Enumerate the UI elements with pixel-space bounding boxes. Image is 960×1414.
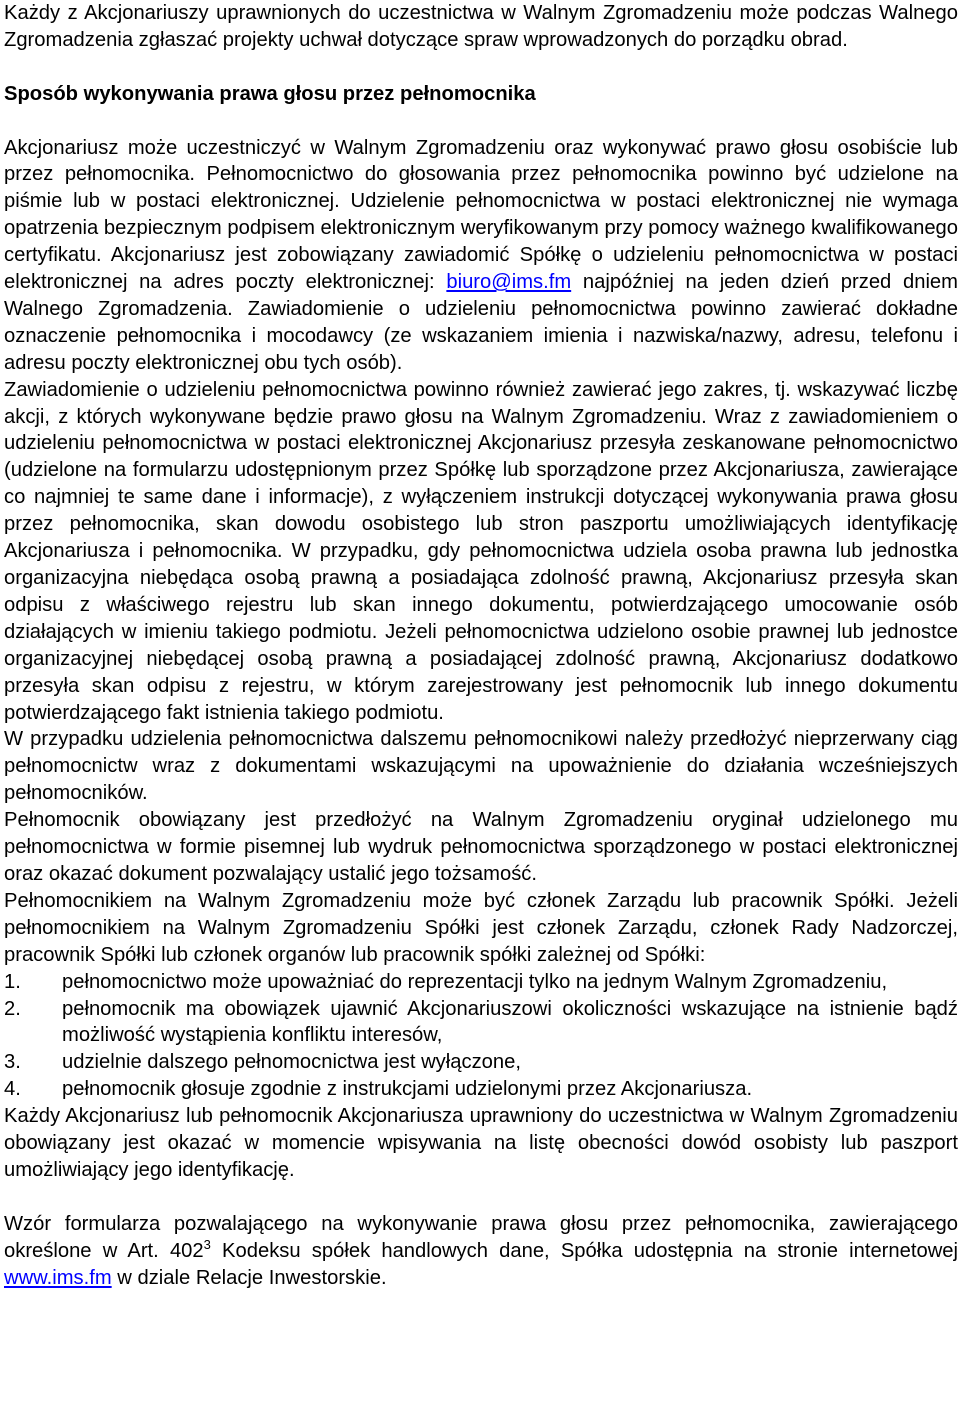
list-text: pełnomocnictwo może upoważniać do reprezentacji tylko na jednym Walnym Zgromadzeniu,	[62, 970, 888, 993]
form-availability-paragraph	[4, 1211, 958, 1292]
paragraph-spacer	[4, 1184, 958, 1211]
list-number: 3.	[4, 1051, 21, 1074]
identification-paragraph: Każdy Akcjonariusz lub pełnomocnik Akcjonariusza uprawniony do uczestnictwa w Walnym Zgromadzeniu obowiązany jest okazać w momencie wpisywania na listę obecności dowód osobisty lub paszport umożliwiający jego identyfikację.	[4, 1105, 958, 1181]
intro-paragraph: Każdy z Akcjonariuszy uprawnionych do uczestnictwa w Walnym Zgromadzeniu może podczas Walnego Zgromadzenia zgłaszać projekty uchwał dotyczące spraw wprowadzonych do porządku obrad.	[4, 2, 958, 51]
list-item	[4, 996, 958, 1050]
further-proxy-paragraph: W przypadku udzielenia pełnomocnictwa dalszemu pełnomocnikowi należy przedłożyć nieprzerwany ciąg pełnomocnictw wraz z dokumentami wskazującymi na upoważnienie do działania wcześniejszych pełnomocników.	[4, 728, 958, 805]
proxy-scope-paragraph: Zawiadomienie o udzieleniu pełnomocnictwa powinno również zawierać jego zakres, tj. wskazywać liczbę akcji, z których wykonywane będzie prawo głosu na Walnym Zgromadzeniu. Wraz z zawiadomieniem o udzieleniu pełnomocnictwa w postaci elektronicznej Akcjonariusz przesyła zeskanowane pełnomocnictwo (udzielone na formularzu udostępnionym przez Spółkę lub sporządzone przez Akcjonariusza, zawierające co najmniej te same dane i informacje), z wyłączeniem instrukcji dotyczącej wykonywania prawa głosu przez pełnomocnika, skan dowodu osobistego lub stron paszportu umożliwiających identyfikację Akcjonariusza i pełnomocnika. W przypadku, gdy pełnomocnictwa udziela osoba prawna lub jednostka organizacyjna niebędąca osobą prawną a posiadająca zdolność prawną, Akcjonariusz przesyła skan odpisu z właściwego rejestru lub skan innego dokumentu, potwierdzającego umocowanie osób działających w imieniu takiego podmiotu. Jeżeli pełnomocnictwa udzielono osobie prawnej lub jednostce organizacyjnej niebędącej osobą prawną a posiadającej zdolność prawną, Akcjonariusz dodatkowo przesyła skan odpisu z rejestru, w którym zarejestrowany jest pełnomocnik lub innego dokumentu potwierdzającego fakt istnienia takiego podmiotu.	[4, 378, 958, 724]
list-item	[4, 1076, 958, 1103]
board-member-proxy-paragraph: Pełnomocnikiem na Walnym Zgromadzeniu może być członek Zarządu lub pracownik Spółki. Jeżeli pełnomocnikiem na Walnym Zgromadzeniu Spółki jest członek Zarządu, członek Rady Nadzorczej, pracownik Spółki lub członek organów lub pracownik spółki zależnej od Spółki:	[4, 889, 958, 966]
website-link[interactable]: www.ims.fm	[4, 1266, 112, 1289]
paragraph-text: w dziale Relacje Inwestorskie.	[111, 1266, 387, 1289]
paragraph-text: Wzór formularza pozwalającego na wykonywanie prawa głosu przez pełnomocnika, zawierającego określone w Art. 402	[4, 1212, 958, 1262]
paragraph-text: najpóźniej na jeden dzień przed dniem Walnego Zgromadzenia. Zawiadomienie o udzieleniu pełnomocnictwa powinno zawierać dokładne oznaczenie pełnomocnika i mocodawcy (ze wskazaniem imienia i nazwiska/nazwy, adresu, telefonu i adresu poczty elektronicznej obu tych osób).	[4, 271, 958, 374]
list-text: udzielnie dalszego pełnomocnictwa jest wyłączone,	[62, 1051, 521, 1074]
original-document-paragraph: Pełnomocnik obowiązany jest przedłożyć na Walnym Zgromadzeniu oryginał udzielonego mu pełnomocnictwa w formie pisemnej lub wydruk pełnomocnictwa sporządzonego w postaci elektronicznej oraz okazać dokument pozwalający ustalić jego tożsamość.	[4, 809, 958, 885]
paragraph-text: Akcjonariusz może uczestniczyć w Walnym Zgromadzeniu oraz wykonywać prawo głosu osobiście lub przez pełnomocnika. Pełnomocnictwo do głosowania przez pełnomocnika powinno być udzielone na piśmie lub w postaci elektronicznej. Udzielenie pełnomocnictwa w postaci elektronicznej nie wymaga opatrzenia bezpiecznym podpisem elektronicznym weryfikowanym przy pomocy ważnego kwalifikowanego certyfikatu. Akcjonariusz jest zobowiązany zawiadomić Spółkę o udzieleniu pełnomocnictwa w postaci elektronicznej na adres poczty elektronicznej:	[4, 136, 958, 294]
email-link[interactable]: biuro@ims.fm	[446, 271, 572, 294]
proxy-notification-paragraph	[4, 135, 958, 377]
superscript: 3	[203, 1236, 211, 1252]
document-page	[4, 0, 958, 1291]
section-heading: Sposób wykonywania prawa głosu przez pełnomocnika	[4, 82, 536, 105]
list-text: pełnomocnik ma obowiązek ujawnić Akcjonariuszowi okoliczności wskazujące na istnienie bądź możliwość wystąpienia konfliktu interesów,	[62, 997, 958, 1047]
list-item	[4, 1049, 958, 1076]
conditions-list	[4, 969, 958, 1104]
list-text: pełnomocnik głosuje zgodnie z instrukcjami udzielonymi przez Akcjonariusza.	[62, 1078, 753, 1101]
list-number: 1.	[4, 970, 21, 993]
paragraph-text: Kodeksu spółek handlowych dane, Spółka udostępnia na stronie internetowej	[210, 1239, 958, 1262]
list-number: 2.	[4, 997, 21, 1020]
list-number: 4.	[4, 1078, 21, 1101]
list-item	[4, 969, 958, 996]
